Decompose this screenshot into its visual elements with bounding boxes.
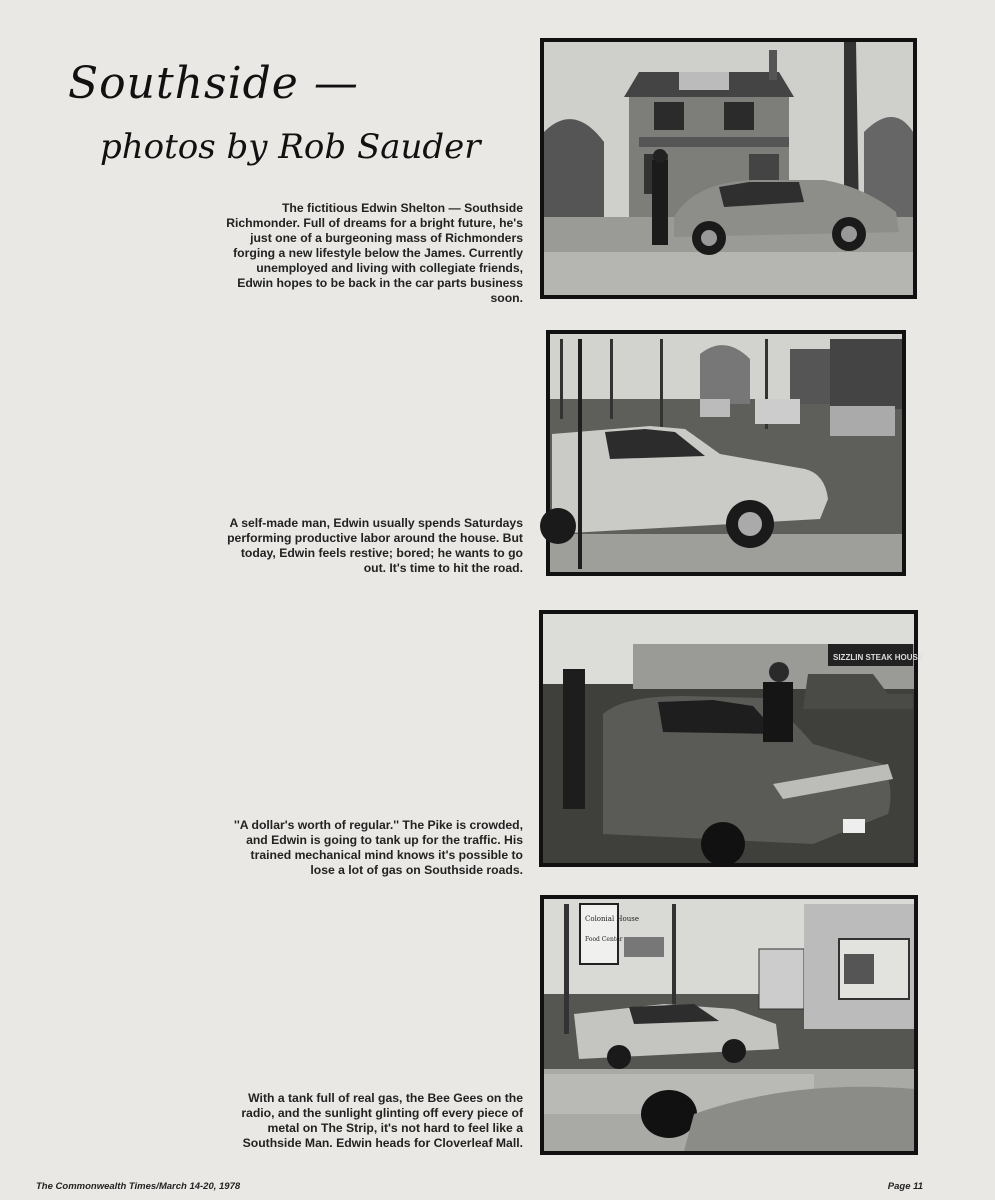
- caption-4: With a tank full of real gas, the Bee Gees on the radio, and the sunlight glinting off every piece of metal on The Strip, it's not hard to feel like a Southside Man. Edwin heads for Cloverleaf Mall.: [241, 1091, 523, 1150]
- handwritten-line-1: Southside —: [68, 58, 359, 109]
- photo-4-image: [544, 899, 914, 1151]
- photo-1-image: [544, 42, 913, 295]
- photo-gas-station: [539, 610, 924, 867]
- photo-2-image: [550, 334, 902, 572]
- footer-page-number: Page 11: [887, 1181, 923, 1192]
- photo-house-with-car: [540, 38, 917, 299]
- photo-street-with-car: [546, 330, 906, 576]
- handwritten-title: [60, 30, 500, 190]
- steak-house-sign: SIZZLIN STEAK HOUSE: [833, 653, 924, 662]
- handwritten-line-2: photos by Rob Sauder: [100, 127, 481, 167]
- colonial-house-sign: Colonial House: [585, 915, 639, 923]
- photo-3-image: [543, 614, 924, 863]
- handwritten-title-svg: [60, 30, 500, 190]
- caption-2: A self-made man, Edwin usually spends Saturdays performing productive labor around the house. But today, Edwin feels restive; bored; he wants to go out. It's time to hit the road.: [227, 516, 523, 575]
- food-center-sign: Food Center: [585, 936, 623, 943]
- caption-3: ''A dollar's worth of regular.'' The Pike is crowded, and Edwin is going to tank up for the traffic. His trained mechanical mind knows it's possible to lose a lot of gas on Southside roads.: [234, 818, 523, 877]
- footer-publication: The Commonwealth Times/March 14-20, 1978: [36, 1181, 241, 1192]
- photo-strip-with-trucks: [540, 895, 918, 1155]
- caption-1: The fictitious Edwin Shelton — Southside Richmonder. Full of dreams for a bright future, he's just one of a burgeoning mass of Richmonders forging a new lifestyle below the James. Currently unemployed and living with collegiate friends, Edwin hopes to be back in the car parts business soon.: [226, 201, 523, 305]
